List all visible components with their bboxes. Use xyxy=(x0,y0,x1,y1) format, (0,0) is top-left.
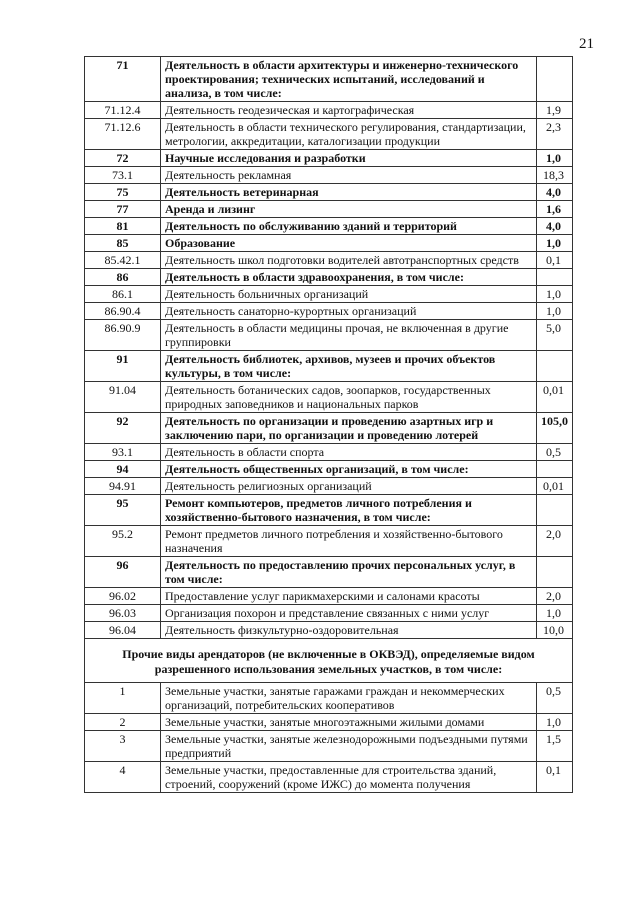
table-row xyxy=(85,605,573,622)
value-cell: 1,6 xyxy=(537,201,573,218)
description-cell: Деятельность школ подготовки водителей автотранспортных средств xyxy=(161,252,537,269)
description-cell: Деятельность рекламная xyxy=(161,167,537,184)
value-cell: 0,5 xyxy=(537,683,573,714)
description-cell: Деятельность религиозных организаций xyxy=(161,478,537,495)
code-cell: 77 xyxy=(85,201,161,218)
description-cell: Деятельность по обслуживанию зданий и территорий xyxy=(161,218,537,235)
code-cell: 72 xyxy=(85,150,161,167)
value-cell: 0,01 xyxy=(537,382,573,413)
description-cell: Деятельность общественных организаций, в том числе: xyxy=(161,461,537,478)
value-cell: 5,0 xyxy=(537,320,573,351)
description-cell: Деятельность физкультурно-оздоровительная xyxy=(161,622,537,639)
table-row xyxy=(85,683,573,714)
table-row xyxy=(85,557,573,588)
description-cell: Земельные участки, занятые многоэтажными жилыми домами xyxy=(161,714,537,731)
value-cell: 1,0 xyxy=(537,150,573,167)
code-cell: 85.42.1 xyxy=(85,252,161,269)
table-row xyxy=(85,622,573,639)
value-cell: 1,0 xyxy=(537,714,573,731)
table-row xyxy=(85,588,573,605)
code-cell: 71 xyxy=(85,57,161,102)
table-row xyxy=(85,762,573,793)
table-row xyxy=(85,526,573,557)
table-row xyxy=(85,461,573,478)
code-cell: 94.91 xyxy=(85,478,161,495)
value-cell: 18,3 xyxy=(537,167,573,184)
value-cell xyxy=(537,351,573,382)
code-cell: 3 xyxy=(85,731,161,762)
value-cell xyxy=(537,461,573,478)
description-cell: Деятельность в области медицины прочая, не включенная в другие группировки xyxy=(161,320,537,351)
code-cell: 96.04 xyxy=(85,622,161,639)
value-cell: 0,1 xyxy=(537,252,573,269)
table-row xyxy=(85,320,573,351)
code-cell: 4 xyxy=(85,762,161,793)
code-cell: 86 xyxy=(85,269,161,286)
description-cell: Деятельность больничных организаций xyxy=(161,286,537,303)
description-cell: Деятельность ботанических садов, зоопарков, государственных природных заповедников и национальных парков xyxy=(161,382,537,413)
description-cell: Земельные участки, занятые железнодорожными подъездными путями предприятий xyxy=(161,731,537,762)
table-row xyxy=(85,252,573,269)
rates-table xyxy=(84,56,573,793)
description-cell: Деятельность санаторно-курортных организаций xyxy=(161,303,537,320)
code-cell: 71.12.4 xyxy=(85,102,161,119)
code-cell: 75 xyxy=(85,184,161,201)
table-row xyxy=(85,184,573,201)
code-cell: 95.2 xyxy=(85,526,161,557)
value-cell: 105,0 xyxy=(537,413,573,444)
description-cell: Ремонт компьютеров, предметов личного потребления и хозяйственно-бытового назначения, в том числе: xyxy=(161,495,537,526)
value-cell xyxy=(537,557,573,588)
section-heading: Прочие виды арендаторов (не включенные в ОКВЭД), определяемые видом разрешенного использования земельных участков, в том числе: xyxy=(85,639,573,683)
value-cell: 1,5 xyxy=(537,731,573,762)
description-cell: Деятельность в области архитектуры и инженерно-технического проектирования; технических испытаний, исследований и анализа, в том числе: xyxy=(161,57,537,102)
code-cell: 93.1 xyxy=(85,444,161,461)
value-cell: 1,0 xyxy=(537,303,573,320)
code-cell: 95 xyxy=(85,495,161,526)
code-cell: 91.04 xyxy=(85,382,161,413)
code-cell: 94 xyxy=(85,461,161,478)
code-cell: 81 xyxy=(85,218,161,235)
table-row xyxy=(85,444,573,461)
description-cell: Деятельность геодезическая и картографическая xyxy=(161,102,537,119)
table-row xyxy=(85,714,573,731)
value-cell: 4,0 xyxy=(537,218,573,235)
table-row xyxy=(85,286,573,303)
value-cell: 4,0 xyxy=(537,184,573,201)
table-row xyxy=(85,382,573,413)
section-row xyxy=(85,639,573,683)
code-cell: 96.03 xyxy=(85,605,161,622)
code-cell: 86.1 xyxy=(85,286,161,303)
description-cell: Земельные участки, занятые гаражами граждан и некоммерческих организаций, потребительских кооперативов xyxy=(161,683,537,714)
description-cell: Деятельность по предоставлению прочих персональных услуг, в том числе: xyxy=(161,557,537,588)
code-cell: 96 xyxy=(85,557,161,588)
value-cell: 10,0 xyxy=(537,622,573,639)
description-cell: Образование xyxy=(161,235,537,252)
value-cell: 1,9 xyxy=(537,102,573,119)
value-cell: 2,3 xyxy=(537,119,573,150)
description-cell: Ремонт предметов личного потребления и хозяйственно-бытового назначения xyxy=(161,526,537,557)
table-row xyxy=(85,102,573,119)
value-cell xyxy=(537,57,573,102)
value-cell: 1,0 xyxy=(537,235,573,252)
table-row xyxy=(85,57,573,102)
table-row xyxy=(85,495,573,526)
code-cell: 96.02 xyxy=(85,588,161,605)
description-cell: Деятельность в области спорта xyxy=(161,444,537,461)
value-cell: 2,0 xyxy=(537,526,573,557)
value-cell: 1,0 xyxy=(537,605,573,622)
description-cell: Деятельность в области здравоохранения, в том числе: xyxy=(161,269,537,286)
table-row xyxy=(85,413,573,444)
code-cell: 92 xyxy=(85,413,161,444)
value-cell: 0,01 xyxy=(537,478,573,495)
table-row xyxy=(85,119,573,150)
code-cell: 86.90.4 xyxy=(85,303,161,320)
page-number: 21 xyxy=(579,36,594,52)
table-row xyxy=(85,478,573,495)
value-cell xyxy=(537,495,573,526)
value-cell: 0,5 xyxy=(537,444,573,461)
description-cell: Деятельность библиотек, архивов, музеев и прочих объектов культуры, в том числе: xyxy=(161,351,537,382)
value-cell xyxy=(537,269,573,286)
table-row xyxy=(85,303,573,320)
table-row xyxy=(85,269,573,286)
description-cell: Деятельность по организации и проведению азартных игр и заключению пари, по организации и проведению лотерей xyxy=(161,413,537,444)
table-row xyxy=(85,351,573,382)
description-cell: Научные исследования и разработки xyxy=(161,150,537,167)
table-row xyxy=(85,167,573,184)
table-row xyxy=(85,218,573,235)
description-cell: Организация похорон и представление связанных с ними услуг xyxy=(161,605,537,622)
table-row xyxy=(85,731,573,762)
value-cell: 0,1 xyxy=(537,762,573,793)
code-cell: 71.12.6 xyxy=(85,119,161,150)
description-cell: Деятельность в области технического регулирования, стандартизации, метрологии, аккредитации, каталогизации продукции xyxy=(161,119,537,150)
code-cell: 2 xyxy=(85,714,161,731)
code-cell: 91 xyxy=(85,351,161,382)
description-cell: Земельные участки, предоставленные для строительства зданий, строений, сооружений (кроме ИЖС) до момента получения xyxy=(161,762,537,793)
table-row xyxy=(85,235,573,252)
description-cell: Деятельность ветеринарная xyxy=(161,184,537,201)
table-row xyxy=(85,201,573,218)
code-cell: 86.90.9 xyxy=(85,320,161,351)
description-cell: Предоставление услуг парикмахерскими и салонами красоты xyxy=(161,588,537,605)
value-cell: 2,0 xyxy=(537,588,573,605)
code-cell: 85 xyxy=(85,235,161,252)
code-cell: 73.1 xyxy=(85,167,161,184)
table-row xyxy=(85,150,573,167)
value-cell: 1,0 xyxy=(537,286,573,303)
code-cell: 1 xyxy=(85,683,161,714)
description-cell: Аренда и лизинг xyxy=(161,201,537,218)
